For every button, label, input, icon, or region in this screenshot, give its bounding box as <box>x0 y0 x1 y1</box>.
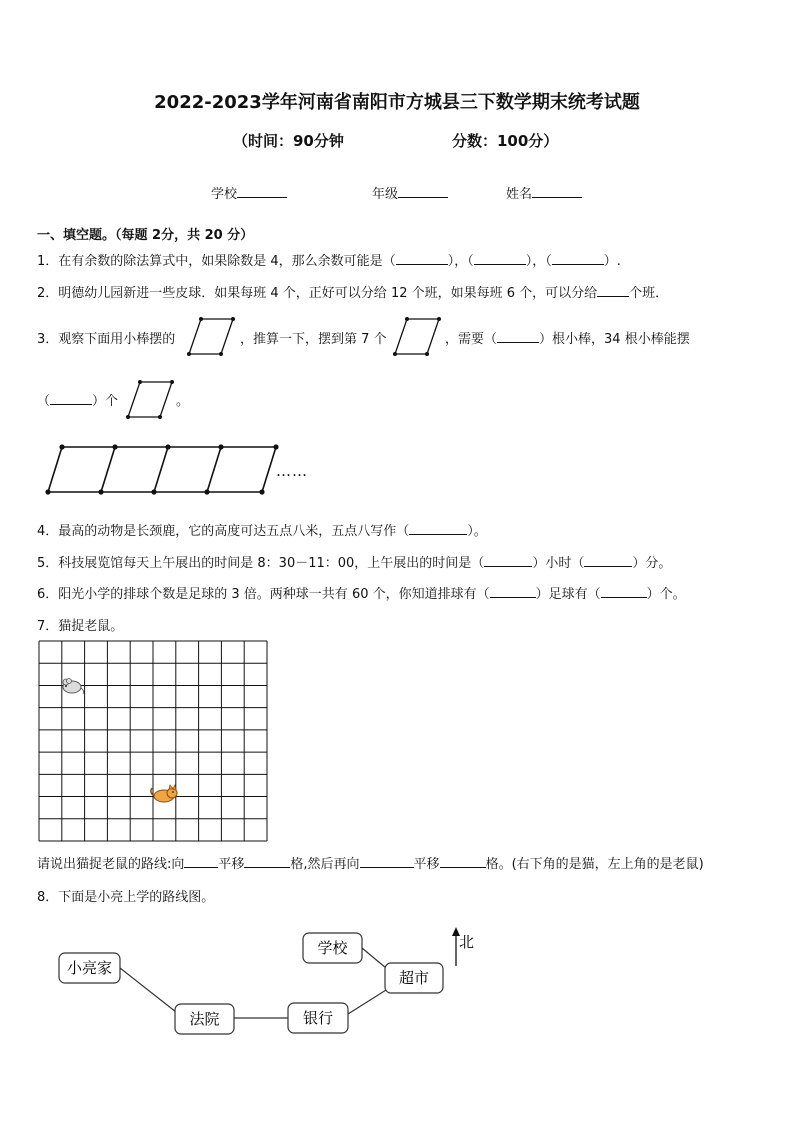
place-school-label: 学校 <box>317 939 348 957</box>
parallelogram-figure-1 <box>187 316 237 358</box>
q7-question-a: 请说出猫捉老鼠的路线:向 <box>37 857 185 872</box>
school-blank[interactable] <box>237 184 287 198</box>
q5-mid: ）小时（ <box>532 556 585 571</box>
q5-end: ）分。 <box>632 556 672 571</box>
q7-direction-1-blank[interactable] <box>184 854 218 868</box>
question-3-line-2 <box>37 390 118 409</box>
cat-mouse-grid <box>38 640 268 842</box>
q7-direction-2-blank[interactable] <box>360 854 414 868</box>
parallelogram-figure-2 <box>393 316 443 358</box>
school-label: 学校 <box>211 187 238 202</box>
question-3-tail <box>445 328 690 347</box>
continuation-dots: …… <box>276 462 308 480</box>
place-bank-label: 银行 <box>302 1009 334 1027</box>
mouse-icon <box>63 679 84 695</box>
q5-blank-2[interactable] <box>584 553 632 567</box>
exam-score: 分数：100分） <box>452 132 559 150</box>
grade-field[interactable] <box>372 183 448 202</box>
q6-mid: ）足球有（ <box>535 587 601 602</box>
question-4 <box>37 520 487 539</box>
q5-blank-1[interactable] <box>484 553 532 567</box>
q3-line2c: 。 <box>176 394 190 409</box>
place-school <box>303 933 362 963</box>
q1-sep1: ），（ <box>447 254 474 269</box>
question-7-route <box>37 853 704 872</box>
q1-text: 1．在有余数的除法算式中，如果除数是 4，那么余数可能是（ <box>37 254 396 269</box>
question-6 <box>37 583 686 602</box>
q7-question-d: 平移 <box>413 857 440 872</box>
place-market-label: 超市 <box>398 969 430 987</box>
name-blank[interactable] <box>532 184 582 198</box>
q2-end: 个班． <box>629 286 669 301</box>
question-2 <box>37 282 668 301</box>
q4-text: 4．最高的动物是长颈鹿，它的高度可达五点八米，五点八写作（ <box>37 524 410 539</box>
grade-blank[interactable] <box>398 184 448 198</box>
q4-end: ）。 <box>467 524 487 539</box>
q6-text: 6．阳光小学的排球个数是足球的 3 倍。两种球一共有 60 个，你知道排球有（ <box>37 587 490 602</box>
q3-part2: ，推算一下，摆到第 7 个 <box>240 332 387 347</box>
question-5 <box>37 552 671 571</box>
q1-blank-1[interactable] <box>396 251 448 265</box>
name-field[interactable] <box>506 183 582 202</box>
q1-end: ）. <box>603 254 621 269</box>
place-market <box>385 963 443 993</box>
q6-end: ）个。 <box>646 587 686 602</box>
q3-line2b: ）个 <box>92 394 119 409</box>
q2-blank[interactable] <box>597 283 629 297</box>
q1-blank-2[interactable] <box>474 251 526 265</box>
q7-steps-1-blank[interactable] <box>244 854 290 868</box>
q4-blank[interactable] <box>409 521 467 535</box>
cat-icon <box>151 785 177 802</box>
grade-label: 年级 <box>372 187 399 202</box>
page-title: 2022-2023学年河南省南阳市方城县三下数学期末统考试题 <box>154 92 640 113</box>
q3-line2a: （ <box>37 394 51 409</box>
q3-part3: ，需要（ <box>445 332 498 347</box>
q5-text: 5．科技展览馆每天上午展出的时间是 8：30－11：00，上午展出的时间是（ <box>37 556 485 571</box>
route-map <box>0 920 794 1045</box>
q1-blank-3[interactable] <box>552 251 604 265</box>
school-field[interactable] <box>211 183 287 202</box>
parallelogram-figure-3 <box>126 379 176 421</box>
q3-part1: 3．观察下面用小棒摆的 <box>37 332 176 347</box>
q7-question-e: 格。(右下角的是猫，左上角的是老鼠) <box>485 857 704 872</box>
q7-steps-2-blank[interactable] <box>440 854 486 868</box>
q7-question-c: 格,然后再向 <box>290 857 360 872</box>
north-label: 北 <box>459 933 475 951</box>
place-bank <box>288 1003 348 1033</box>
question-8: 8．下面是小亮上学的路线图。 <box>37 890 215 905</box>
q3-blank-1[interactable] <box>497 329 539 343</box>
q2-text: 2．明德幼儿园新进一些皮球．如果每班 4 个，正好可以分给 12 个班，如果每班 6 个，可以分给 <box>37 286 598 301</box>
place-home-label: 小亮家 <box>66 959 113 977</box>
q7-question-b: 平移 <box>218 857 245 872</box>
section-heading: 一、填空题。（每题 2分，共 20 分） <box>37 228 254 243</box>
name-label: 姓名 <box>506 187 533 202</box>
question-1 <box>37 250 621 269</box>
exam-time: （时间：90分钟 <box>233 132 344 150</box>
q3-blank-2[interactable] <box>50 391 92 405</box>
q3-part4: ）根小棒，34 根小棒能摆 <box>539 332 690 347</box>
question-7: 7．猫捉老鼠。 <box>37 619 124 634</box>
parallelogram-chain <box>44 444 284 496</box>
q6-blank-1[interactable] <box>490 584 536 598</box>
place-court <box>175 1004 234 1034</box>
place-home <box>59 953 120 983</box>
q6-blank-2[interactable] <box>601 584 647 598</box>
q1-sep2: ），（ <box>525 254 552 269</box>
place-court-label: 法院 <box>189 1010 220 1028</box>
